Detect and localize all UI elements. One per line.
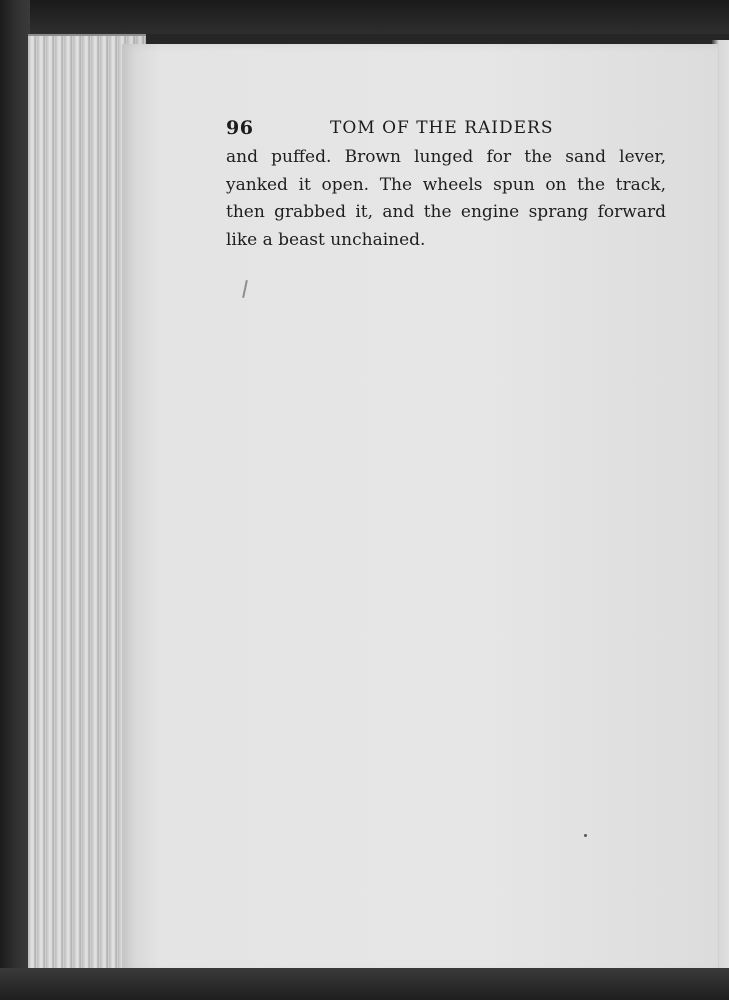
page-header [226, 117, 666, 141]
page-number: 96 [226, 117, 254, 139]
running-head: TOM OF THE RAIDERS [330, 118, 554, 138]
book-cover-bottom [0, 968, 729, 1000]
text-line: yanked it open. The wheels spun on the track, [226, 174, 666, 195]
book-cover-left [0, 0, 30, 1000]
text-line: like a beast unchained. [226, 229, 426, 250]
paper-speck [584, 834, 587, 837]
text-line: then grabbed it, and the engine sprang forward [226, 202, 666, 222]
body-text [226, 144, 666, 254]
text-line: and puffed. Brown lunged for the sand lever, [226, 147, 666, 167]
book-page [122, 44, 718, 974]
book-cover-top [0, 0, 729, 34]
pencil-mark [242, 280, 248, 298]
